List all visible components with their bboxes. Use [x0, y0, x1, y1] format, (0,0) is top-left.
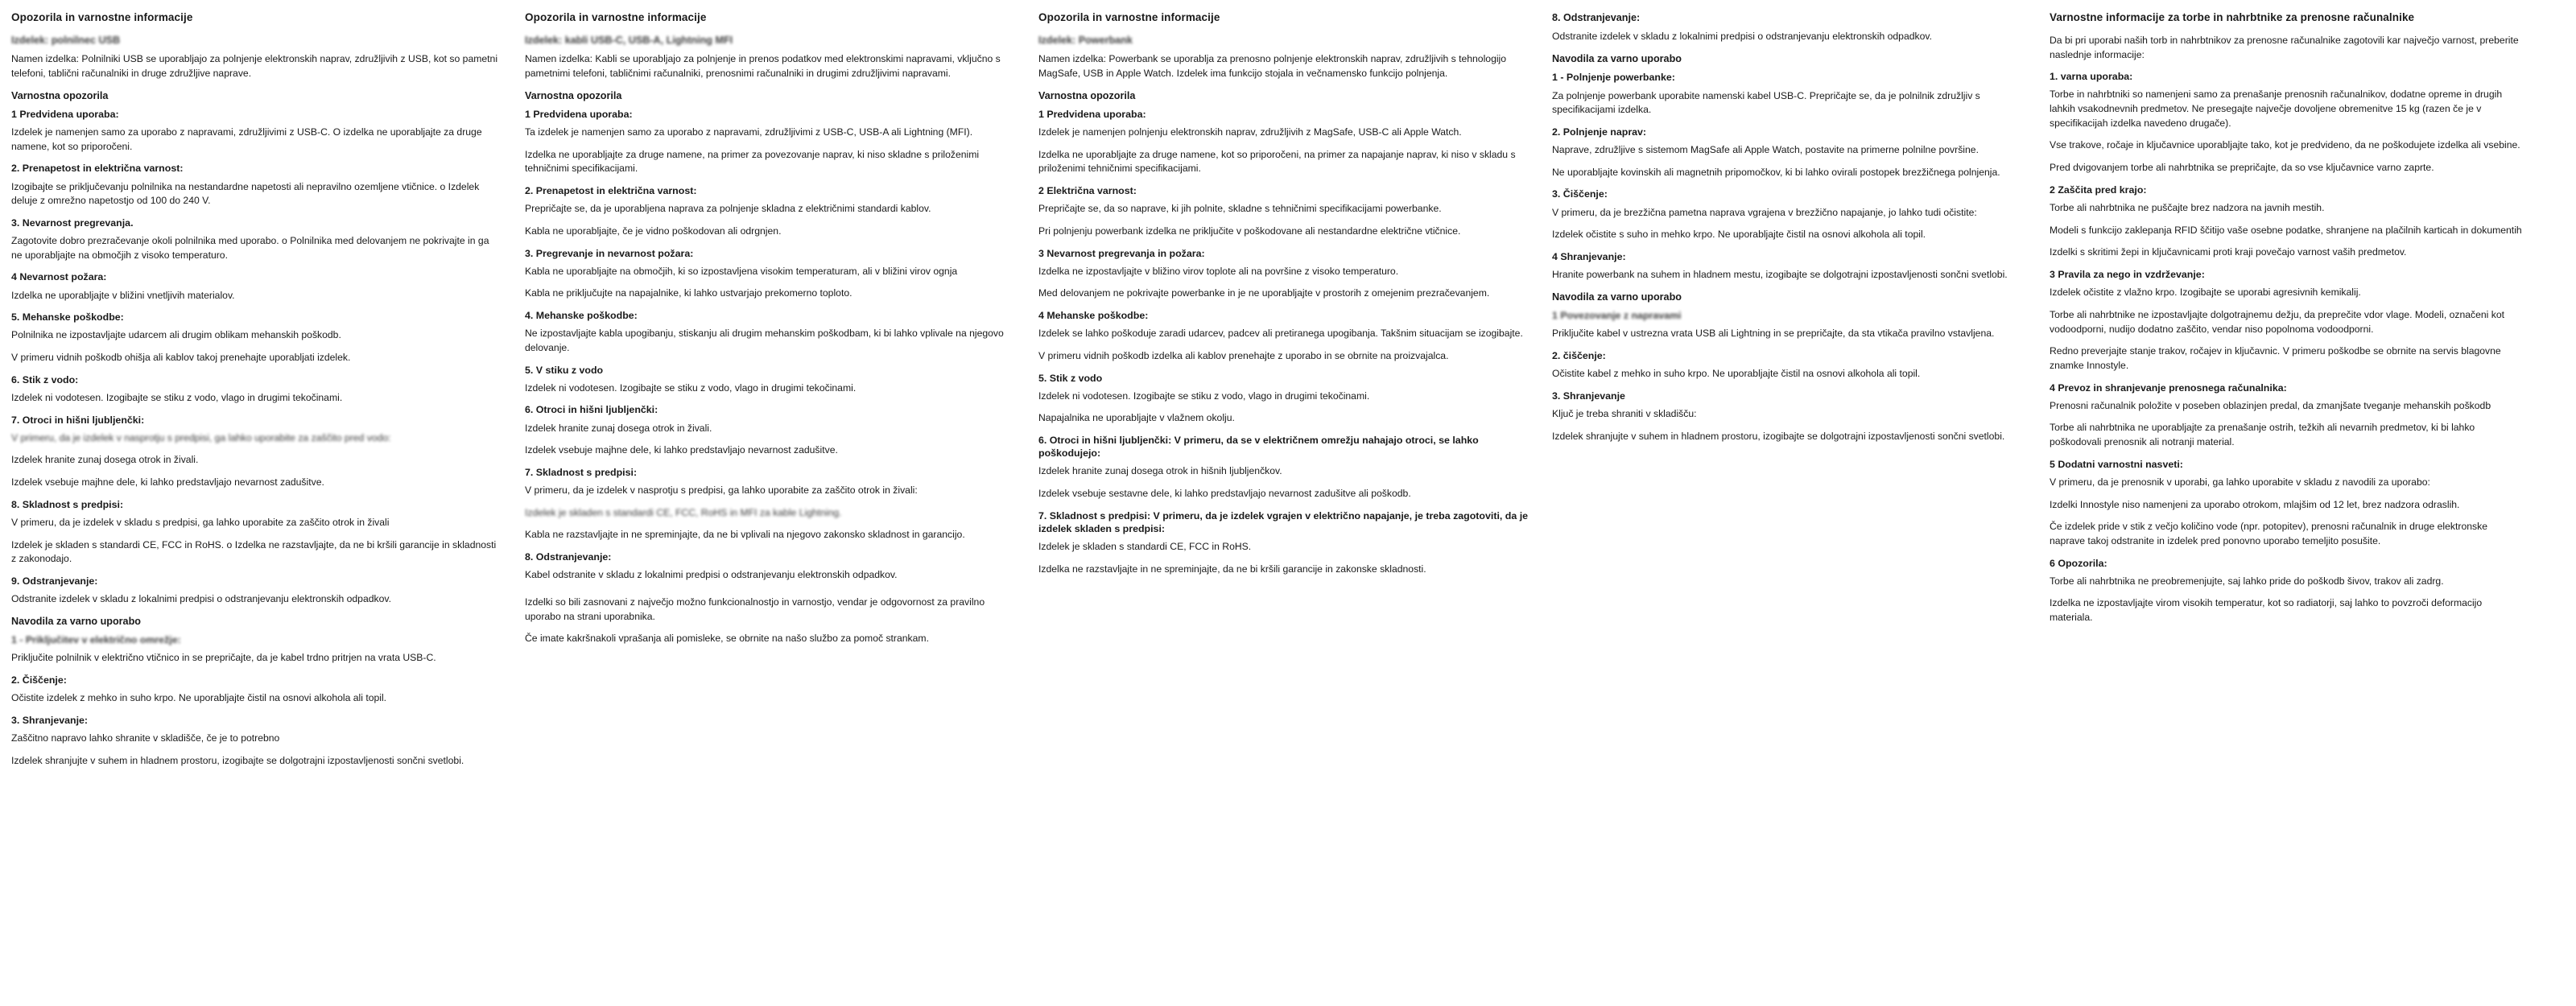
body-paragraph: Napajalnika ne uporabljajte v vlažnem okolju. [1038, 412, 1235, 424]
body-paragraph: Polnilnika ne izpostavljajte udarcem ali drugim oblikam mehanskih poškodb. [11, 329, 341, 341]
body-paragraph: Izdelek je namenjen samo za uporabo z napravami, združljivimi z USB-C. O izdelka ne uporabljajte za druge namene, kot so priporočeni. [11, 126, 482, 152]
subsection-heading: 6 Opozorila: [2050, 557, 2107, 569]
subsection-heading: 5 Dodatni varnostni nasveti: [2050, 458, 2183, 470]
body-paragraph: Očistite kabel z mehko in suho krpo. Ne uporabljajte čistil na osnovi alkohola ali topil. [1552, 368, 1921, 380]
body-paragraph: Ne uporabljajte kovinskih ali magnetnih pripomočkov, ki bi lahko ovirali postopek brezžičnega polnjenja. [1552, 166, 2000, 178]
subsection-heading: 4 Mehanske poškodbe: [1038, 310, 1149, 322]
body-paragraph: Torbe ali nahrbtnika ne preobremenjujte, saj lahko pride do poškodb šivov, trakov ali zadrg. [2050, 575, 2444, 587]
subsection-heading: 1 - Polnjenje powerbanke: [1552, 72, 1675, 84]
body-paragraph: Izdelki so bili zasnovani z največjo možno funkcionalnostjo in varnostjo, vendar je odgovornost za pravilno uporabo na strani uporabnika. [525, 596, 985, 622]
column-2 [525, 11, 1024, 1006]
section-heading: Izdelek: Powerbank [1038, 34, 1133, 46]
body-paragraph: Izdelek ni vodotesen. Izogibajte se stiku z vodo, vlago in drugimi tekočinami. [1038, 390, 1370, 402]
subsection-heading: 2. Čiščenje: [11, 674, 67, 686]
body-paragraph: V primeru, da je izdelek v skladu s predpisi, ga lahko uporabite za zaščito otrok in živali [11, 516, 390, 528]
section-heading: Varnostna opozorila [525, 89, 622, 101]
subsection-heading: 9. Odstranjevanje: [11, 575, 98, 587]
body-paragraph: Namen izdelka: Powerbank se uporablja za prenosno polnjenje elektronskih naprav, združljivih s tehnologijo MagSafe, USB in Apple Watch. Izdelek ima funkcijo stojala in večnamensko funkcijo polnjenja. [1038, 53, 1507, 79]
body-paragraph: Priključite kabel v ustrezna vrata USB ali Lightning in se prepričajte, da sta vtikača pravilno vstavljena. [1552, 328, 1995, 340]
body-paragraph: Izdelek je skladen s standardi CE, FCC in RoHS. o Izdelka ne razstavljajte, da ne bi kršili garancije in skladnosti z zakonodajo. [11, 538, 497, 565]
body-paragraph: V primeru vidnih poškodb ohišja ali kablov takoj prenehajte uporabljati izdelek. [11, 352, 351, 364]
subsection-heading: 3. Čiščenje: [1552, 188, 1608, 200]
body-paragraph: Izdelek je skladen s standardi CE, FCC in RoHS. [1038, 541, 1252, 553]
subsection-heading: 2. Prenapetost in električna varnost: [525, 185, 697, 197]
body-paragraph: Očistite izdelek z mehko in suho krpo. Ne uporabljajte čistil na osnovi alkohola ali topil. [11, 692, 387, 704]
subsection-heading: 1 Predvidena uporaba: [525, 108, 633, 120]
subsection-heading: 2. Polnjenje naprav: [1552, 126, 1647, 138]
subsection-heading: 4. Mehanske poškodbe: [525, 310, 638, 322]
column-3 [1038, 11, 1538, 1006]
column-body [2050, 34, 2524, 625]
body-paragraph: Izdelki s skritimi žepi in ključavnicami proti kraji povečajo varnost vaših predmetov. [2050, 246, 2407, 258]
subsection-heading: 6. Otroci in hišni ljubljenčki: V primeru, da se v električnem omrežju nahajajo otroci, se lahko poškodujejo: [1038, 435, 1479, 460]
body-paragraph: Odstranite izdelek v skladu z lokalnimi predpisi o odstranjevanju elektronskih odpadkov. [1552, 31, 1932, 43]
column-title: Opozorila in varnostne informacije [525, 11, 707, 23]
body-paragraph: Izogibajte se priključevanju polnilnika na nestandardne napetosti ali nepravilno ozemljene vtičnice. o Izdelek deluje z omrežno napetostjo od 100 do 240 V. [11, 180, 480, 207]
subsection-heading: 4 Shranjevanje: [1552, 250, 1626, 262]
subsection-heading: 2 Zaščita pred krajo: [2050, 183, 2147, 196]
body-paragraph: Izdelek očistite s suho in mehko krpo. Ne uporabljajte čistil na osnovi alkohola ali topil. [1552, 229, 1926, 241]
body-paragraph: Kabla ne uporabljajte, če je vidno poškodovan ali odrgnjen. [525, 225, 782, 237]
body-paragraph: Namen izdelka: Kabli se uporabljajo za polnjenje in prenos podatkov med elektronskimi napravami, vključno s pametnimi telefoni, tabličnimi računalniki, prenosnimi računalniki in drugimi združljivimi napravami. [525, 53, 1001, 79]
body-paragraph: Torbe ali nahrbtnika ne uporabljajte za prenašanje ostrih, težkih ali nevarnih predmetov, ki bi lahko poškodovali prenosnik ali notranji material. [2050, 422, 2475, 448]
body-paragraph: Zagotovite dobro prezračevanje okoli polnilnika med uporabo. o Polnilnika med delovanjem ne pokrivajte in ga ne uporabljajte na območjih z visoko temperaturo. [11, 235, 489, 261]
column-1 [11, 11, 510, 1006]
subsection-heading: 4 Nevarnost požara: [11, 271, 107, 283]
body-paragraph: Izdelek hranite zunaj dosega otrok in živali. [525, 422, 712, 434]
body-paragraph: Izdelka ne uporabljajte v bližini vnetljivih materialov. [11, 289, 235, 301]
subsection-heading: 1 Povezovanje z napravami [1552, 310, 1682, 322]
section-heading: Varnostna opozorila [11, 89, 109, 101]
body-paragraph: Če izdelek pride v stik z večjo količino vode (npr. potopitev), prenosni računalnik in druge elektronske naprave takoj odstranite in izdelek pred ponovno uporabo temeljito posušite. [2050, 521, 2487, 546]
section-heading: Navodila za varno uporabo [1552, 291, 1682, 303]
body-paragraph: V primeru, da je izdelek v nasprotju s predpisi, ga lahko uporabite za zaščito pred vodo: [11, 431, 391, 443]
body-paragraph: Naprave, združljive s sistemom MagSafe ali Apple Watch, postavite na primerne polnilne površine. [1552, 144, 1979, 156]
body-paragraph: Izdelka ne uporabljajte za druge namene, na primer za povezovanje naprav, ki niso skladne s priloženimi tehničnimi specifikacijami. [525, 148, 980, 175]
body-paragraph: V primeru, da je prenosnik v uporabi, ga lahko uporabite v skladu z navodili za uporabo: [2050, 476, 2430, 488]
subsection-heading: 7. Skladnost s predpisi: V primeru, da je izdelek vgrajen v električno napajanje, je treba zagotoviti, da je izdelek skladen s predpisi: [1038, 509, 1529, 534]
body-paragraph: Kabla ne priključujte na napajalnike, ki lahko ustvarjajo prekomerno toploto. [525, 287, 852, 299]
subsection-heading: 3. Nevarnost pregrevanja. [11, 216, 134, 229]
subsection-heading: 8. Skladnost s predpisi: [11, 498, 124, 510]
subsection-heading: 5. V stiku z vodo [525, 364, 604, 376]
subsection-heading: 1 Predvidena uporaba: [1038, 108, 1146, 120]
body-paragraph: Torbe in nahrbtniki so namenjeni samo za prenašanje prenosnih računalnikov, dodatne opreme in drugih lahkih vsakodnevnih predmetov. Ne presegajte največje dovoljene obremenitve 15 kg (razen če je v specifikacijah izdelka navedeno drugače). [2050, 89, 2503, 129]
column-title: Opozorila in varnostne informacije [11, 11, 193, 23]
subsection-heading: 3 Nevarnost pregrevanja in požara: [1038, 247, 1205, 259]
column-body [1038, 34, 1530, 577]
body-paragraph: V primeru, da je izdelek v nasprotju s predpisi, ga lahko uporabite za zaščito otrok in živali: [525, 484, 918, 497]
section-heading: 8. Odstranjevanje: [1552, 12, 1641, 23]
body-paragraph: Izdelek shranjujte v suhem in hladnem prostoru, izogibajte se dolgotrajni izpostavljenosti sončni svetlobi. [11, 754, 464, 766]
subsection-heading: 7. Otroci in hišni ljubljenčki: [11, 414, 145, 426]
body-paragraph: Izdelka ne izpostavljajte v bližino virov toplote ali na površine z visoko temperaturo. [1038, 265, 1399, 277]
section-heading: Izdelek: kabli USB-C, USB-A, Lightning MFI [525, 34, 733, 46]
body-paragraph: Ne izpostavljajte kabla upogibanju, stiskanju ali drugim mehanskim poškodbam, ki bi lahko vplivale na njegovo delovanje. [525, 328, 1004, 353]
subsection-heading: 6. Otroci in hišni ljubljenčki: [525, 404, 658, 416]
body-paragraph: V primeru, da je brezžična pametna naprava vgrajena v brezžično napajanje, jo lahko tudi očistite: [1552, 206, 1977, 218]
body-paragraph: Modeli s funkcijo zaklepanja RFID ščitijo vaše osebne podatke, shranjene na plačilnih karticah in dokumentih [2050, 224, 2522, 236]
section-heading: Izdelek: polnilnec USB [11, 34, 121, 46]
body-paragraph: Redno preverjajte stanje trakov, ročajev in ključavnic. V primeru poškodbe se obrnite na servis blagovne znamke Innostyle. [2050, 345, 2501, 371]
subsection-heading: 3 Pravila za nego in vzdrževanje: [2050, 269, 2205, 280]
subsection-heading: 5. Mehanske poškodbe: [11, 311, 124, 324]
body-paragraph: Pred dvigovanjem torbe ali nahrbtnika se prepričajte, da so vse ključavnice varno zaprte. [2050, 162, 2434, 174]
subsection-heading: 3. Pregrevanje in nevarnost požara: [525, 247, 694, 259]
body-paragraph: Izdelek je namenjen polnjenju elektronskih naprav, združljivih z MagSafe, USB-C ali Apple Watch. [1038, 126, 1462, 138]
subsection-heading: 1. varna uporaba: [2050, 71, 2133, 83]
column-title: Varnostne informacije za torbe in nahrbtnike za prenosne računalnike [2050, 11, 2415, 23]
body-paragraph: Prepričajte se, da so naprave, ki jih polnite, skladne s tehničnimi specifikacijami powerbanke. [1038, 203, 1442, 215]
subsection-heading: 2 Električna varnost: [1038, 185, 1137, 197]
body-paragraph: Izdelek ni vodotesen. Izogibajte se stiku z vodo, vlago in drugimi tekočinami. [11, 391, 343, 403]
body-paragraph: Izdelek shranjujte v suhem in hladnem prostoru, izogibajte se dolgotrajni izpostavljenosti sončni svetlobi. [1552, 430, 2005, 442]
subsection-heading: 2. čiščenje: [1552, 349, 1606, 361]
body-paragraph: Da bi pri uporabi naših torb in nahrbtnikov za prenosne računalnike zagotovili kar največjo varnost, preberite naslednje informacije: [2050, 34, 2519, 60]
body-paragraph: Zaščitno napravo lahko shranite v skladišče, če je to potrebno [11, 732, 280, 744]
body-paragraph: Izdelki Innostyle niso namenjeni za uporabo otrokom, mlajšim od 12 let, brez nadzora odraslih. [2050, 498, 2460, 510]
column-body [11, 34, 502, 768]
body-paragraph: Ključ je treba shraniti v skladišču: [1552, 407, 1697, 419]
body-paragraph: Izdelek očistite z vlažno krpo. Izogibajte se uporabi agresivnih kemikalij. [2050, 287, 2361, 299]
body-paragraph: Odstranite izdelek v skladu z lokalnimi predpisi o odstranjevanju elektronskih odpadkov. [11, 593, 391, 605]
body-paragraph: Izdelek vsebuje sestavne dele, ki lahko predstavljajo nevarnost zadušitve ali poškodb. [1038, 488, 1411, 500]
body-paragraph: Torbe ali nahrbtnike ne izpostavljajte dolgotrajnemu dežju, da preprečite vdor vlage. Modeli, označeni kot vodoodporni, nudijo dodatno zaščito, vendar niso popolnoma vodoodporni. [2050, 308, 2505, 335]
body-paragraph: Kabla ne razstavljajte in ne spreminjajte, da ne bi vplivali na njegovo zakonsko skladnost in garancijo. [525, 529, 965, 541]
subsection-heading: 4 Prevoz in shranjevanje prenosnega računalnika: [2050, 381, 2287, 394]
body-paragraph: Izdelek vsebuje majhne dele, ki lahko predstavljajo nevarnost zadušitve. [525, 444, 838, 456]
subsection-heading: 7. Skladnost s predpisi: [525, 466, 638, 478]
body-paragraph: Torbe ali nahrbtnika ne puščajte brez nadzora na javnih mestih. [2050, 201, 2325, 213]
subsection-heading: 6. Stik z vodo: [11, 373, 79, 385]
body-paragraph: Hranite powerbank na suhem in hladnem mestu, izogibajte se dolgotrajni izpostavljenosti sončni svetlobi. [1552, 269, 2008, 281]
column-title: Opozorila in varnostne informacije [1038, 11, 1220, 23]
subsection-heading: 8. Odstranjevanje: [525, 551, 612, 563]
column-5 [2050, 11, 2533, 1006]
body-paragraph: Kabel odstranite v skladu z lokalnimi predpisi o odstranjevanju elektronskih odpadkov. [525, 569, 898, 581]
subsection-heading: 5. Stik z vodo [1038, 372, 1103, 384]
body-paragraph: Vse trakove, ročaje in ključavnice uporabljajte tako, kot je predvideno, da ne poškodujete izdelka ali vsebine. [2050, 139, 2520, 151]
body-paragraph: Namen izdelka: Polnilniki USB se uporabljajo za polnjenje elektronskih naprav, združljivih z USB, kot so pametni telefoni, tablični računalniki in druge združljive naprave. [11, 53, 498, 79]
section-heading: Navodila za varno uporabo [11, 615, 141, 627]
subsection-heading: 3. Shranjevanje: [11, 714, 89, 726]
body-paragraph: Za polnjenje powerbank uporabite namenski kabel USB-C. Prepričajte se, da je polnilnik združljiv s specifikacijami izdelka. [1552, 89, 1980, 116]
body-paragraph: Izdelek je skladen s standardi CE, FCC, RoHS in MFI za kable Lightning. [525, 506, 842, 518]
subsection-heading: 1 - Priključitev v električno omrežje: [11, 634, 181, 646]
body-paragraph: Med delovanjem ne pokrivajte powerbanke in je ne uporabljajte v prostorih z omejenim prezračevanjem. [1038, 287, 1490, 299]
section-heading: Varnostna opozorila [1038, 89, 1136, 101]
body-paragraph: Izdelek hranite zunaj dosega otrok in hišnih ljubljenčkov. [1038, 465, 1282, 477]
column-body [525, 34, 1016, 646]
body-paragraph: Priključite polnilnik v električno vtičnico in se prepričajte, da je kabel trdno pritrjen na vrata USB-C. [11, 652, 436, 664]
body-paragraph: Izdelek se lahko poškoduje zaradi udarcev, padcev ali pretiranega upogibanja. Takšnim situacijam se izogibajte. [1038, 328, 1523, 340]
body-paragraph: V primeru vidnih poškodb izdelka ali kablov prenehajte z uporabo in se obrnite na proizvajalca. [1038, 349, 1449, 361]
column-4 [1552, 11, 2035, 1006]
body-paragraph: Izdelek hranite zunaj dosega otrok in živali. [11, 454, 199, 466]
subsection-heading: 2. Prenapetost in električna varnost: [11, 163, 184, 175]
body-paragraph: Če imate kakršnakoli vprašanja ali pomisleke, se obrnite na našo službo za pomoč strankam. [525, 633, 929, 645]
body-paragraph: Izdelka ne izpostavljajte virom visokih temperatur, kot so radiatorji, saj lahko to povzroči deformacijo materiala. [2050, 597, 2483, 624]
body-paragraph: Izdelka ne razstavljajte in ne spreminjajte, da ne bi kršili garancije in zakonske skladnosti. [1038, 563, 1426, 575]
subsection-heading: 3. Shranjevanje [1552, 390, 1625, 402]
body-paragraph: Prepričajte se, da je uporabljena naprava za polnjenje skladna z električnimi standardi kablov. [525, 203, 931, 215]
body-paragraph: Izdelek ni vodotesen. Izogibajte se stiku z vodo, vlago in drugimi tekočinami. [525, 381, 857, 394]
column-body [1552, 11, 2027, 443]
section-heading: Navodila za varno uporabo [1552, 53, 1682, 65]
body-paragraph: Izdelka ne uporabljajte za druge namene, kot so priporočeni, na primer za napajanje naprav, ki niso v skladu s priloženimi tehničnimi specifikacijami. [1038, 148, 1516, 175]
body-paragraph: Prenosni računalnik položite v poseben oblazinjen predal, da zmanjšate tveganje mehanskih poškodb [2050, 399, 2491, 411]
body-paragraph: Ta izdelek je namenjen samo za uporabo z napravami, združljivimi z USB-C, USB-A ali Lightning (MFI). [525, 126, 973, 138]
subsection-heading: 1 Predvidena uporaba: [11, 108, 119, 120]
body-paragraph: Pri polnjenju powerbank izdelka ne priključite v poškodovane ali nestandardne električne vtičnice. [1038, 225, 1461, 237]
body-paragraph: Izdelek vsebuje majhne dele, ki lahko predstavljajo nevarnost zadušitve. [11, 476, 324, 489]
body-paragraph: Kabla ne uporabljajte na območjih, ki so izpostavljena visokim temperaturam, ali v bližini virov ognja [525, 265, 958, 277]
